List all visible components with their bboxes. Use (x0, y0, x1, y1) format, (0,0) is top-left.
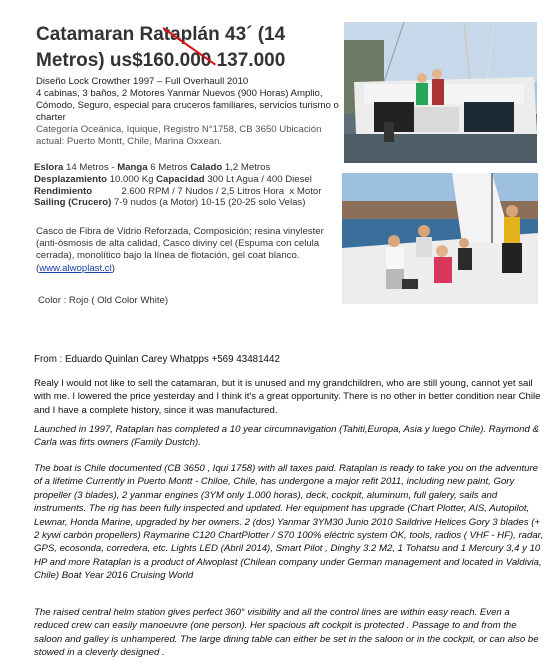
title-currency: Metros) us (36, 50, 133, 71)
title-line-2 (36, 48, 336, 74)
capacidad-label: Capacidad (156, 173, 205, 185)
new-price: 137.000 (211, 50, 286, 71)
rendimiento-label: Rendimiento (34, 185, 93, 197)
listing-title (36, 22, 336, 74)
paragraph-equipment: The boat is Chile documented (CB 3650 , Iqui 1758) with all taxes paid. Rataplan is ready to take you on the adventure of a lifetime Currently in Puerto Montt - Chiloe, Chile, has undergone a major refit 2011, including new paint, Gory propeller (3 blades), 2 yanmar engines (3YM only 1.000 horas), deck, cockpit, aluminum, full galery, sails and instruments. The rig has been fully inspected and updated. Her equipment has upgrade (Chart Plotter, AIS, Autopilot, Lewnar, Honda Marine, upgraded by her owners. 2 (dos) Yanmar 3YM30 Junio 2010 Saildrive Helices Gory 3 blades (+ 2 kywi carbón propellers) Raymarine C120 ChartPlotter / S70 100% eléctric system OK, tools, radios ( VHF - HF), radar, GPS, ecosonda, corredera, etc. Lights LED (Abril 2014), Smart Pilot , Dinghy 3.2 M2, 1 Tohatsu and 1 Mercury 3,4 y 10 HP and more Rataplan is a product of Alwoplast (Chilean company under German management and located in Valdivia, Chile) Boat Year 2016 Cruising World (34, 463, 544, 582)
color-line: Color : Rojo ( Old Color White) (38, 295, 169, 306)
catamaran-photo-crew (342, 173, 538, 304)
rendimiento-value: 2.600 RPM / 7 Nudos / 2,5 Litros Hora x Motor (92, 185, 322, 197)
paragraph-sale-reason: Realy I would not like to sell the catamaran, but it is unused and my grandchildren, who are still young, cannot yet sail with me. I lowered the price yesterday and I think it's a great opportunity. There is no other in better condition near Chile and I have a complete history, since it was manufactured. (34, 378, 541, 416)
contact-line: From : Eduardo Quinlan Carey Whatpps +569 43481442 (34, 354, 280, 365)
eslora-value: 14 Metros - (63, 162, 118, 173)
sailing-label: Sailing (Crucero) (34, 197, 112, 209)
calado-value: 1,2 Metros (222, 162, 271, 173)
manga-label: Manga (117, 162, 148, 173)
capacidad-value: 300 Lt Agua / 400 Diesel (204, 173, 312, 185)
hull-text: Casco de Fibra de Vidrio Reforzada, Composición; resina vinylester (anti-ósmosis de alta calidad, Casco diviny cel (Espuma con celula cerrada), monolítico bajo la línea de flotación, gel coat blanco. ( (36, 226, 324, 274)
design-line: Diseño Lock Crowther 1997 – Full Overhaull 2010 (36, 76, 249, 87)
eslora-label: Eslora (34, 162, 64, 173)
hull-end: ) (111, 262, 115, 274)
spec-row-1 (34, 162, 321, 174)
title-line-1: Catamaran Rataplán 43´ (14 (36, 24, 286, 45)
calado-label: Calado (190, 162, 223, 173)
spec-row-3 (34, 186, 321, 198)
hull-description (36, 226, 341, 275)
description: 4 cabinas, 3 baños, 2 Motores Yanmar Nuevos (900 Horas) Amplio, Cómodo, Seguro, especial para cruceros familiares, servicios turismo o charter (36, 88, 339, 123)
category: Categoría Oceánica, Iquique, Registro N°1758, CB 3650 Ubicación actual: Puerto Montt, Chile, Marina Oxxean. (36, 124, 322, 147)
manga-value: 6 Metros (147, 162, 191, 173)
old-price: $160.000 (132, 50, 212, 71)
paragraph-layout: The raised central helm station gives perfect 360° visibility and all the control lines are within easy reach. Even a reduced crew can easily manoeuvre (one person). Her spacious aft cockpit is protected . Passage to and from the saloon and galley is unhampered. The large dining table can either be set in the saloon or in the cockpit, or can also be stowed in a cleverly designed . (34, 607, 539, 659)
desplazamiento-value: 10.000 Kg (107, 173, 157, 185)
desplazamiento-label: Desplazamiento (34, 173, 108, 185)
sailing-value: 7-9 nudos (a Motor) 10-15 (20-25 solo Velas) (111, 197, 306, 209)
spec-row-4 (34, 197, 321, 209)
specs-block (34, 162, 321, 209)
catamaran-photo-stern (344, 22, 537, 163)
alwoplast-link[interactable]: www.alwoplast.cl (39, 262, 112, 274)
spec-row-2 (34, 174, 321, 186)
paragraph-history: Launched in 1997, Rataplan has completed a 10 year circumnavigation (Tahiti,Europa, Asia y luego Chile). Raymond & Carla was firts owners (Family Dustch). (34, 424, 539, 449)
